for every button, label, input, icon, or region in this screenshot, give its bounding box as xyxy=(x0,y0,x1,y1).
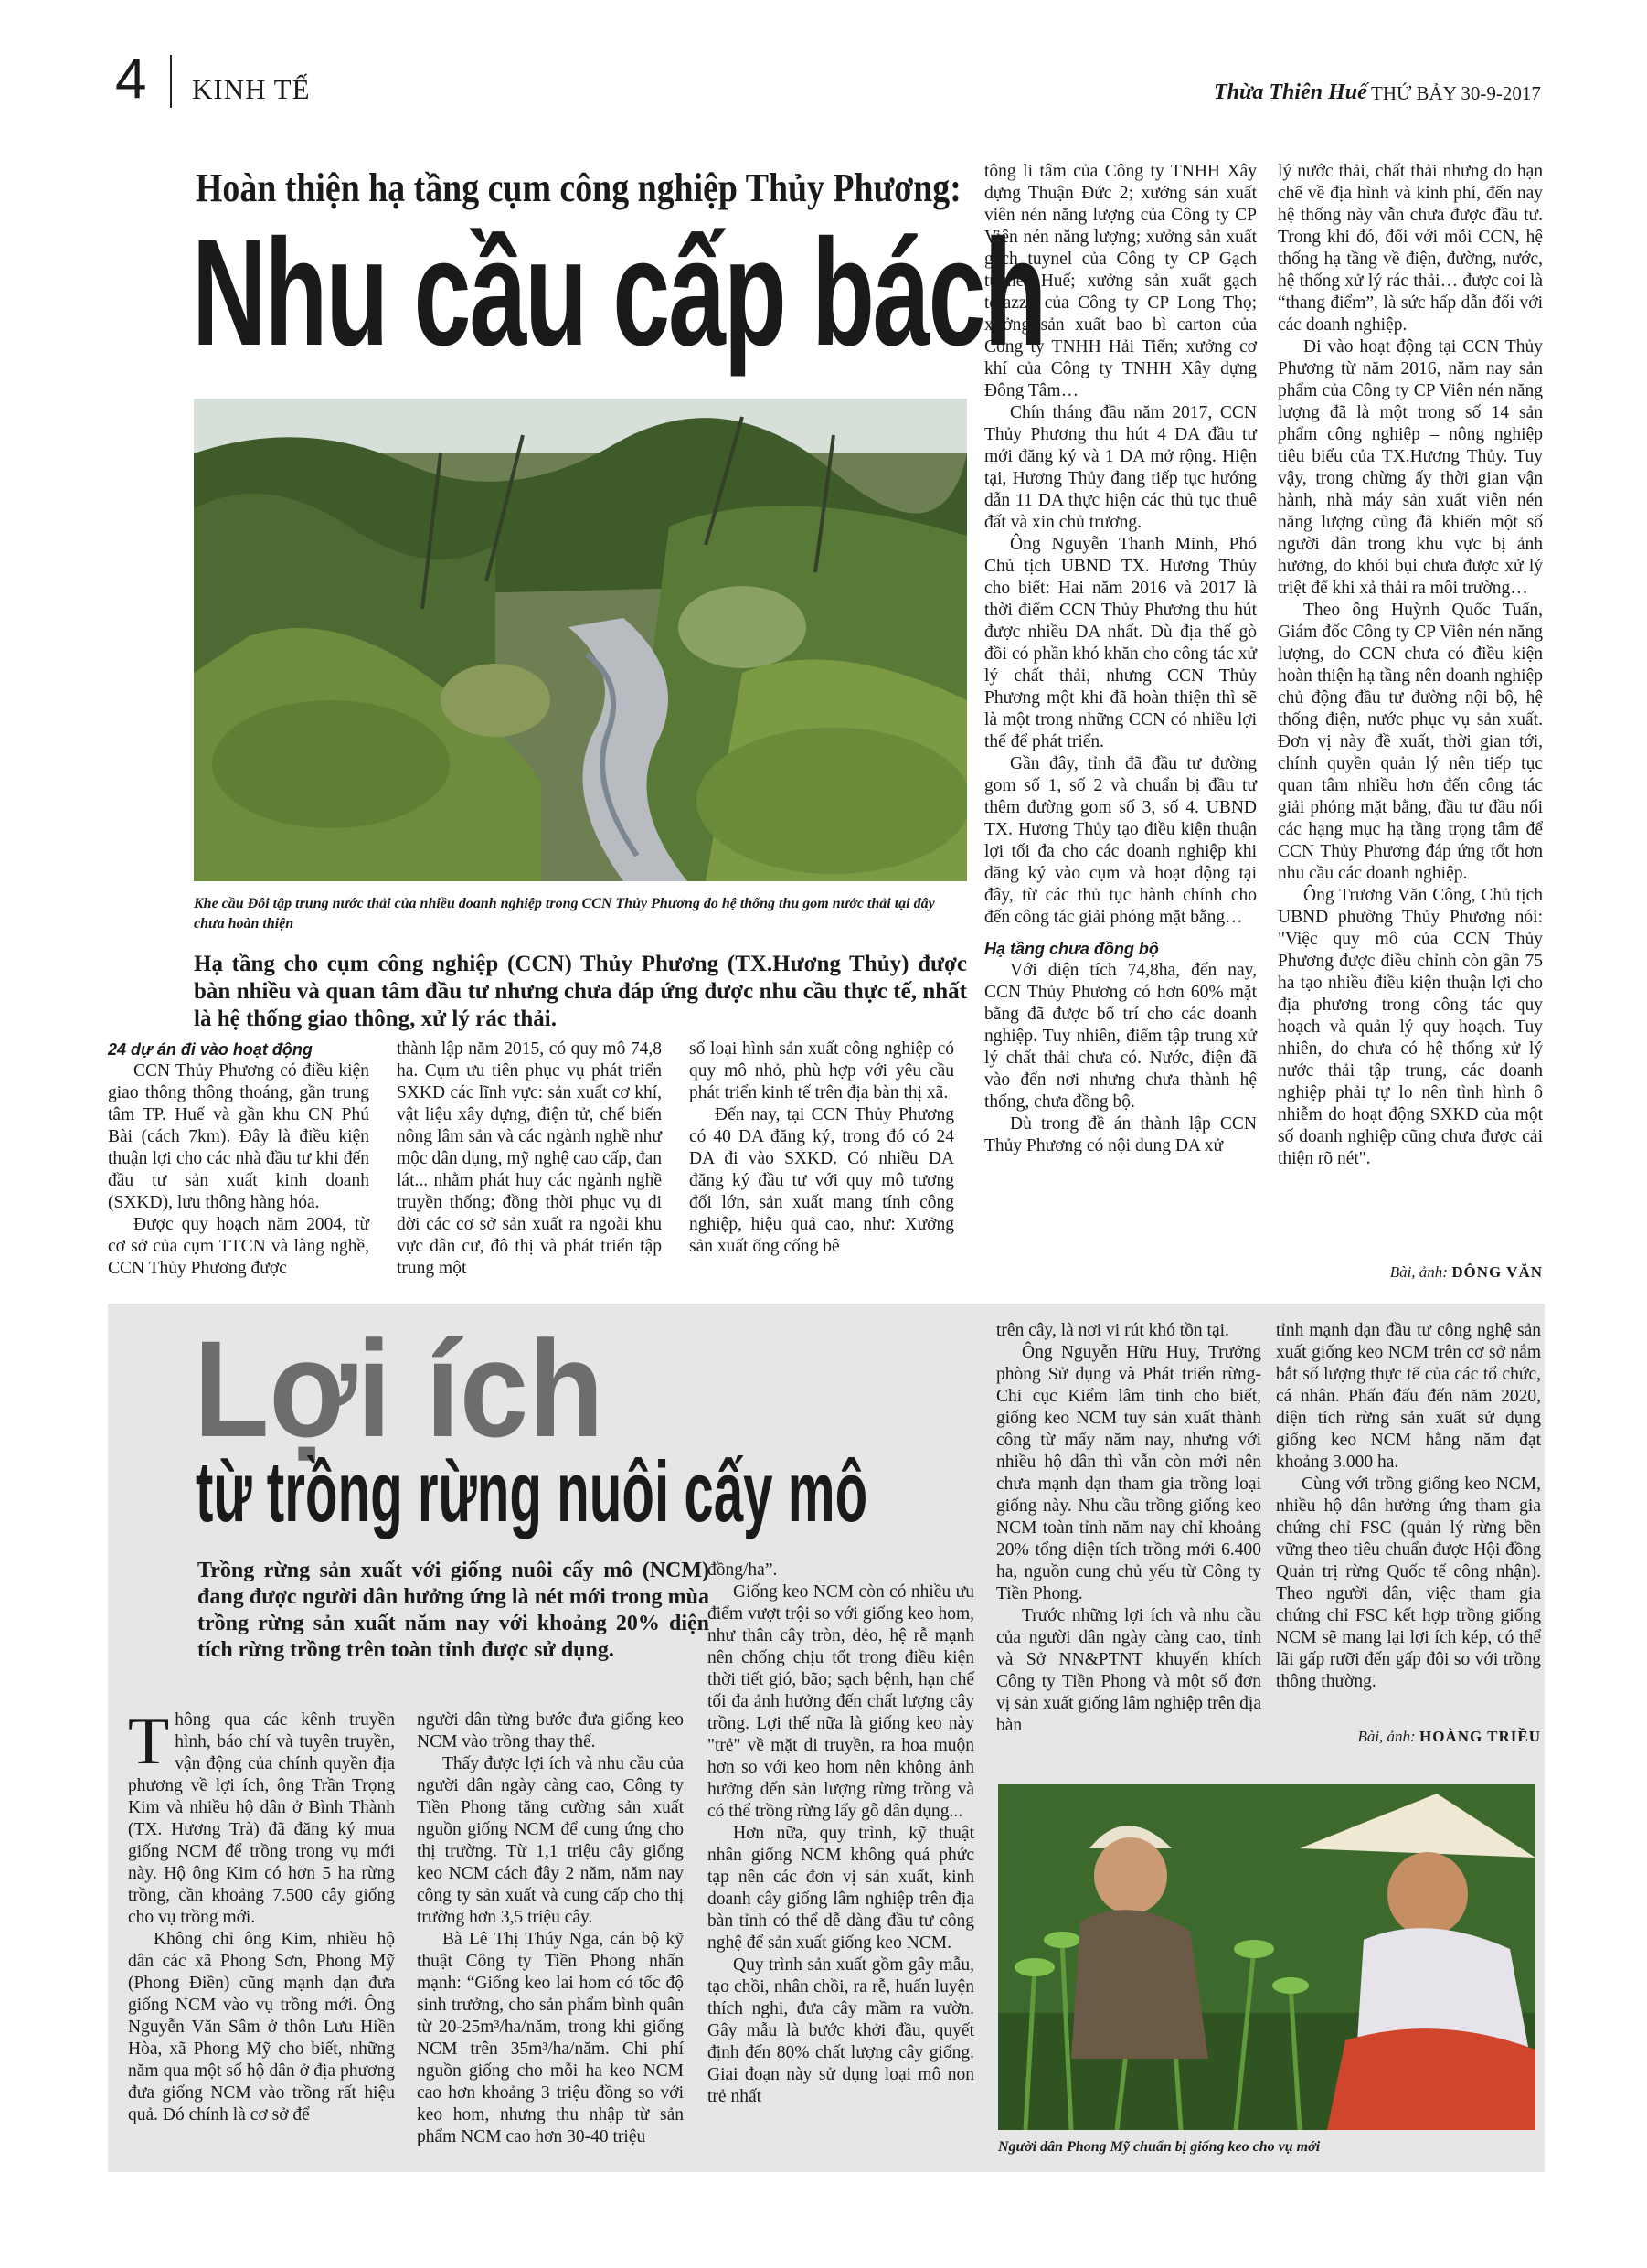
credit-label: Bài, ảnh: xyxy=(1389,1263,1448,1281)
article2-photo xyxy=(998,1784,1535,2130)
farmers-photo-illustration xyxy=(998,1784,1535,2130)
creek-photo-illustration xyxy=(194,399,967,881)
paragraph: Theo ông Huỳnh Quốc Tuấn, Giám đốc Công ty CP Viên nén năng lượng, do CCN chưa có điều kiện hoàn thiện hạ tầng nên doanh nghiệp chủ động đầu tư đường nội bộ, hệ thống điện, nước phục vụ sản xuất. Đơn vị này đề xuất, thời gian tới, chính quyền quản lý nên tiếp tục quan tâm nhiều hơn đến công tác giải phóng mặt bằng, đầu tư đầu nối các hạng mục hạ tầng trọng tâm để CCN Thủy Phương đáp ứng tốt hơn nhu cầu các doanh nghiệp. xyxy=(1278,601,1543,883)
paragraph: Trước những lợi ích và nhu cầu của người dân ngày càng cao, tỉnh và Sở NN&PTNT khuyến khích Công ty Tiền Phong và một số đơn vị sản xuất giống lâm nghiệp trên địa bàn xyxy=(996,1606,1261,1735)
paragraph: CCN Thủy Phương có điều kiện giao thông thông thoáng, gần trung tâm TP. Huế và gần khu CN Phú Bài (cách 7km). Đây là điều kiện thuận lợi cho các nhà đầu tư khi đến đầu tư sản xuất kinh doanh (SXKD), lưu thông hàng hóa. xyxy=(108,1061,369,1212)
paragraph: Không chỉ ông Kim, nhiều hộ dân các xã Phong Sơn, Phong Mỹ (Phong Điền) cũng mạnh dạn đưa giống NCM vào vụ trồng mới. Ông Nguyễn Văn Sâm ở thôn Lưu Hiền Hòa, xã Phong Mỹ cho biết, những năm qua một số hộ dân ở địa phương đưa giống NCM vào trồng rất hiệu quả. Đó chính là cơ sở để xyxy=(128,1930,395,2124)
paragraph: Hơn nữa, quy trình, kỹ thuật nhân giống NCM không quá phức tạp nên các đơn vị sản xuất, kinh doanh cây giống lâm nghiệp trên địa bàn tỉnh có thể dễ dàng đầu tư công nghệ để sản xuất giống keo NCM. xyxy=(707,1824,974,1953)
paragraph: thành lập năm 2015, có quy mô 74,8 ha. Cụm ưu tiên phục vụ phát triển SXKD các lĩnh vực: sản xuất cơ khí, vật liệu xây dựng, điện tử, chế biến nông lâm sản và các ngành nghề như mộc dân dụng, mỹ nghệ cao cấp, đan lát... nhằm phát huy các ngành nghề truyền thống; đồng thời phục vụ di dời các cơ sở sản xuất ra ngoài khu vực dân cư, đô thị và phát triển tập trung một xyxy=(397,1039,662,1278)
paragraph: lý nước thải, chất thải nhưng do hạn chế về địa hình và kinh phí, đến nay hệ thống này vẫn chưa được đầu tư. Trong khi đó, đối với mỗi CCN, hệ thống hạ tầng về điện, đường, nước, hệ thống xử lý rác thải… được coi là “thang điểm”, là sức hấp dẫn đối với các doanh nghiệp. xyxy=(1278,162,1543,335)
article2-column-2 xyxy=(417,1709,684,2148)
paragraph: số loại hình sản xuất công nghiệp có quy mô nhỏ, phù hợp với yêu cầu phát triển kinh tế trên địa bàn thị xã. xyxy=(689,1039,954,1102)
paragraph: Thấy được lợi ích và nhu cầu của người dân ngày càng cao, Công ty Tiền Phong tăng cường sản xuất nguồn giống NCM để cung ứng cho thị trường. Từ 1,1 triệu cây giống keo NCM cách đây 2 năm, năm nay công ty sản xuất và cung cấp cho thị trường hơn 3,5 triệu cây. xyxy=(417,1754,684,1927)
paragraph: Ông Nguyễn Hữu Huy, Trưởng phòng Sử dụng và Phát triển rừng-Chi cục Kiểm lâm tỉnh cho biết, giống keo NCM tuy sản xuất thành công từ mấy năm nay, nhưng với nhiều hộ dân thì vẫn còn mới nên chưa mạnh dạn tham gia trồng loại giống này. Nhu cầu trồng giống keo NCM toàn tỉnh năm nay chỉ khoảng 20% tổng diện tích trồng mới 6.400 ha, nguồn cung chủ yếu từ Công ty Tiền Phong. xyxy=(996,1343,1261,1603)
article1-column-2 xyxy=(397,1038,662,1280)
article1-column-4 xyxy=(984,161,1257,1157)
paragraph: trên cây, là nơi vi rút khó tồn tại. xyxy=(996,1321,1229,1340)
paragraph: Gần đây, tỉnh đã đầu tư đường gom số 1, số 2 và chuẩn bị đầu tư thêm đường gom số 3, số 4. UBND TX. Hương Thủy tạo điều kiện thuận lợi tối đa cho các doanh nghiệp khi đăng ký vào cụm và hoạt động tại đây, từ các thủ tục hành chính cho đến công tác giải phóng mặt bằng… xyxy=(984,754,1257,927)
drop-cap: T xyxy=(128,1704,170,1779)
article1-credit xyxy=(1278,1263,1543,1282)
paragraph: Ông Nguyễn Thanh Minh, Phó Chủ tịch UBND TX. Hương Thủy cho biết: Hai năm 2016 và 2017 là thời điểm CCN Thủy Phương thu hút được nhiều DA nhất. Dù địa thế gò đồi có phần khó khăn cho công tác xử lý chất thải, nhưng CCN Thủy Phương một khi đã hoàn thiện thì sẽ là một trong những CCN có nhiều lợi thế để phát triển. xyxy=(984,535,1257,751)
article1-photo-caption: Khe cầu Đôi tập trung nước thải của nhiều doanh nghiệp trong CCN Thủy Phương do hệ thống thu gom nước thải tại đây chưa hoàn thiện xyxy=(194,896,935,932)
article2-column-5 xyxy=(1276,1320,1541,1693)
article1-subhead-2: Hạ tầng chưa đồng bộ xyxy=(984,940,1159,958)
paragraph xyxy=(128,1704,395,1929)
article2-title-line2: từ trồng rừng nuôi cấy mô xyxy=(196,1443,868,1539)
paragraph: Bà Lê Thị Thúy Nga, cán bộ kỹ thuật Công ty Tiền Phong nhấn mạnh: “Giống keo lai hom có tốc độ sinh trưởng, cho sản phẩm bình quân từ 20-25m³/ha/năm, trong khi giống NCM trên 35m³/ha/năm. Chi phí nguồn giống cho mỗi ha keo NCM cao hơn khoảng 3 triệu đồng so với keo hom, nhưng thu nhập từ sản phẩm NCM cao hơn 30-40 triệu xyxy=(417,1930,684,2146)
paragraph: tỉnh mạnh dạn đầu tư công nghệ sản xuất giống keo NCM trên cơ sở nắm bắt số lượng thực tế của các tổ chức, cá nhân. Phấn đấu đến năm 2020, diện tích rừng sản xuất sử dụng giống keo NCM hằng năm đạt khoảng 3.000 ha. xyxy=(1276,1321,1541,1472)
section-label: KINH TẾ xyxy=(192,73,311,105)
article1-column-5 xyxy=(1278,161,1543,1170)
page-number: 4 xyxy=(115,48,147,111)
paragraph: Đi vào hoạt động tại CCN Thủy Phương từ năm 2016, năm nay sản phẩm của Công ty CP Viên nén năng lượng đã là một trong số 14 sản phẩm công nghiệp – nông nghiệp tiêu biểu của TX.Hương Thủy. Tuy vậy, trong chừng ấy thời gian vận hành, nhà máy sản xuất viên nén năng lượng cũng đã khiến một số người dân trong khu vực bị ảnh hưởng, do khói bụi chưa được xử lý triệt để khi xả thải ra môi trường… xyxy=(1278,337,1543,598)
article1-kicker: Hoàn thiện hạ tầng cụm công nghiệp Thủy Phương: xyxy=(196,165,962,210)
drop-cap-text: hông qua các kênh truyền hình, báo chí và tuyên truyền, vận động của chính quyền địa phương về lợi ích, ông Trần Trọng Kim và nhiều hộ dân ở Bình Thành (TX. Hương Trà) đã đăng ký mua giống NCM để trồng trong vụ mới này. Hộ ông Kim có hơn 5 ha rừng trồng, cần khoảng 7.500 cây giống cho vụ trồng mới. xyxy=(128,1710,395,1927)
paragraph: Đến nay, tại CCN Thủy Phương có 40 DA đăng ký, trong đó có 24 DA đi vào SXKD. Có nhiều DA đăng ký đầu tư với quy mô tương đối lớn, sản xuất mang tính công nghiệp, hiệu quả cao, như: Xưởng sản xuất ống cống bê xyxy=(689,1105,954,1256)
credit-label: Bài, ảnh: xyxy=(1357,1728,1416,1745)
paragraph: Dù trong đề án thành lập CCN Thủy Phương có nội dung DA xử xyxy=(984,1114,1257,1155)
credit-name: ĐÔNG VĂN xyxy=(1451,1263,1543,1281)
paragraph: Ông Trương Văn Công, Chủ tịch UBND phường Thủy Phương nói: "Việc quy mô của CCN Thủy Phương được điều chỉnh còn gần 75 ha tạo nhiều điều kiện thuận lợi cho địa phương trong công tác quy hoạch và quản lý quy hoạch. Tuy nhiên, do chưa có hệ thống xử lý nước thải tập trung, các doanh nghiệp phải tự lo nên tình hình ô nhiễm do hoạt động SXKD của một số doanh nghiệp cũng chưa được cải thiện rõ nét". xyxy=(1278,886,1543,1168)
article2-sapo: Trồng rừng sản xuất với giống nuôi cấy mô (NCM) đang được người dân hưởng ứng là nét mới trong mùa trồng rừng sản xuất năm nay với khoảng 20% diện tích rừng trồng trên toàn tỉnh được sử dụng. xyxy=(197,1559,709,1662)
article2-photo-caption: Người dân Phong Mỹ chuẩn bị giống keo cho vụ mới xyxy=(998,2139,1321,2155)
article1-column-3 xyxy=(689,1038,954,1258)
paragraph: Cùng với trồng giống keo NCM, nhiều hộ dân hưởng ứng tham gia chứng chỉ FSC (quản lý rừng bền vững theo tiêu chuẩn được Hội đồng Quản trị rừng Quốc tế công nhận). Theo người dân, việc tham gia chứng chỉ FSC kết hợp trồng giống NCM sẽ mang lại lợi ích kép, có thể lãi gấp rưỡi đến gấp đôi so với trồng thông thường. xyxy=(1276,1475,1541,1691)
article1-sapo: Hạ tầng cho cụm công nghiệp (CCN) Thủy Phương (TX.Hương Thủy) được bàn nhiều và quan tâm đầu tư nhưng chưa đáp ứng được nhu cầu thực tế, nhất là hệ thống giao thông, xử lý rác thải. xyxy=(194,952,967,1031)
paragraph: Với diện tích 74,8ha, đến nay, CCN Thủy Phương có hơn 60% mặt bằng đã được bố trí cho các doanh nghiệp. Tuy nhiên, điểm tập trung xử lý chất thải chưa có. Nước, điện đã vào đến nơi nhưng chưa thành hệ thống, chưa đồng bộ. xyxy=(984,961,1257,1112)
article1-subhead-1: 24 dự án đi vào hoạt động xyxy=(108,1040,313,1059)
paragraph: Được quy hoạch năm 2004, từ cơ sở của cụm TTCN và làng nghề, CCN Thủy Phương được xyxy=(108,1215,369,1278)
paragraph: Giống keo NCM còn có nhiều ưu điểm vượt trội so với giống keo hom, như thân cây tròn, dẻo, hệ rễ mạnh nên chống chịu tốt trong điều kiện thời tiết gió, bão; sạch bệnh, hạn chế tối đa ảnh hưởng đến chất lượng cây trồng. Lợi thế nữa là giống keo này "trẻ" về mặt di truyền, ra hoa muộn hơn so với keo hom nên không ảnh hưởng đến sản lượng rừng trồng và có thể trồng rừng lấy gỗ dân dụng... xyxy=(707,1582,974,1821)
article2-credit xyxy=(1276,1728,1541,1746)
paragraph: người dân từng bước đưa giống keo NCM vào trồng thay thế. xyxy=(417,1710,684,1752)
paragraph: đồng/ha”. xyxy=(707,1560,778,1580)
paragraph: Quy trình sản xuất gồm gây mẫu, tạo chồi, nhân chồi, ra rễ, huấn luyện thích nghi, đưa cây mầm ra vườn. Gây mẫu là bước khởi đầu, quyết định đến 80% chất lượng cây giống. Giai đoạn này sử dụng loại mô non trẻ nhất xyxy=(707,1955,974,2106)
article2-column-4 xyxy=(996,1320,1261,1737)
article2-column-3 xyxy=(707,1560,974,2108)
article1-column-1 xyxy=(108,1038,369,1280)
article1-title: Nhu cầu cấp bách xyxy=(192,208,1046,378)
paper-name: Thừa Thiên Huế xyxy=(1214,80,1367,104)
article2-title-line1: Lợi ích xyxy=(194,1312,604,1465)
article2-column-1 xyxy=(128,1704,395,2126)
paragraph: tông li tâm của Công ty TNHH Xây dựng Thuận Đức 2; xưởng sản xuất viên nén năng lượng của Công ty CP Viên nén năng lượng; xưởng sản xuất gạch tuynel của Công ty CP Gạch tuynel Huế; xưởng sản xuất gạch terazzo của Công ty CP Long Thọ; xưởng sản xuất bao bì carton của Công ty TNHH Hải Tiến; xưởng cơ khí của Công ty TNHH Xây dựng Đông Tâm… xyxy=(984,162,1257,400)
issue-date: THỨ BẢY 30-9-2017 xyxy=(1371,82,1541,104)
article1-photo xyxy=(194,399,967,881)
paragraph: Chín tháng đầu năm 2017, CCN Thủy Phương thu hút 4 DA đầu tư mới đăng ký và 1 DA mở rộng. Hiện tại, Hương Thủy đang tiếp tục hướng dẫn 11 DA thực hiện các thủ tục thuê đất và xin chủ trương. xyxy=(984,403,1257,532)
credit-name: HOÀNG TRIỀU xyxy=(1419,1728,1541,1745)
header-divider xyxy=(170,55,172,108)
